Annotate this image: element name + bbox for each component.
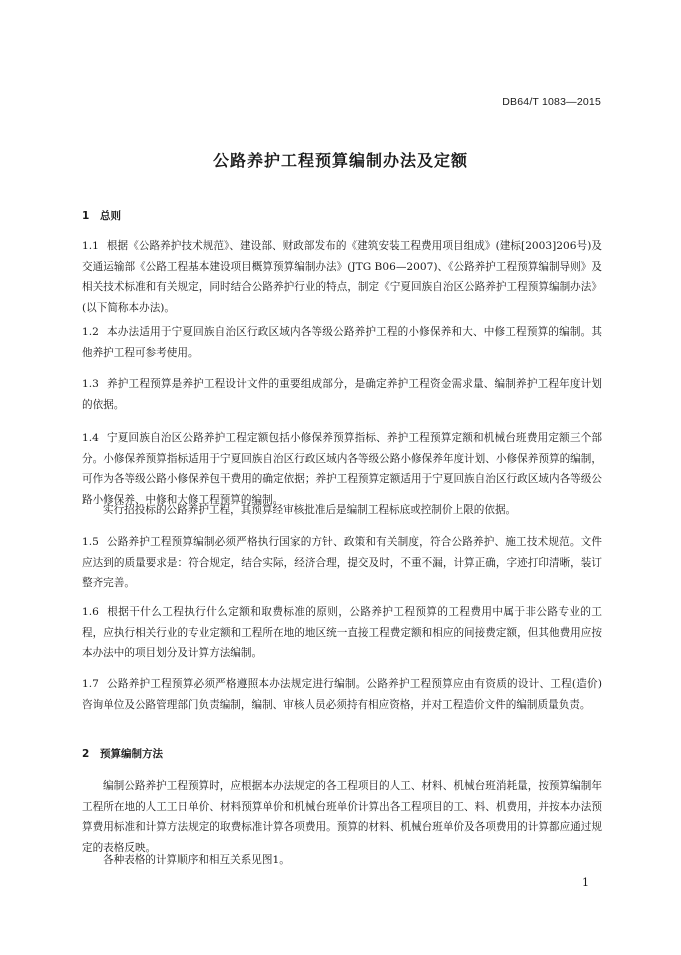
clause-number: 1.2 [82, 326, 99, 338]
clause-1-7 [82, 674, 602, 715]
clause-text: 实行招投标的公路养护工程，其预算经审核批准后是编制工程标底或控制价上限的依据。 [103, 504, 517, 516]
paragraph-text: 编制公路养护工程预算时，应根据本办法规定的各工程项目的人工、材料、机械台班消耗量，按预算编制年工程所在地的人工工日单价、材料预算单价和机械台班单价计算出各工程项目的工、料、机费用，并按本办法预算费用标准和计算方法规定的取费标准计算各项费用。预算的材料、机械台班单价及各项费用的计算都应通过规定的表格反映。 [82, 780, 602, 854]
clause-text: 宁夏回族自治区公路养护工程定额包括小修保养预算指标、养护工程预算定额和机械台班费用定额三个部分。小修保养预算指标适用于宁夏回族自治区行政区域内各等级公路小修保养年度计划、小修保养预算的编制，可作为各等级公路小修保养包干费用的确定依据；养护工程预算定额适用于宁夏回族自治区行政区域内各等级公路小修保养、中修和大修工程预算的编制。 [82, 432, 602, 506]
clause-text: 根据《公路养护技术规范》、建设部、财政部发布的《建筑安装工程费用项目组成》(建标[2003]206号)及交通运输部《公路工程基本建设项目概算预算编制办法》(JTG B06—2007)、《公路养护工程预算编制导则》及相关技术标准和有关规定，同时结合公路养护行业的特点，制定《宁夏回族自治区公路养护工程预算编制办法》(以下简称本办法)。 [82, 240, 602, 314]
clause-number: 1.3 [82, 378, 99, 390]
clause-text: 根据干什么工程执行什么定额和取费标准的原则，公路养护工程预算的工程费用中属于非公路专业的工程，应执行相关行业的专业定额和工程所在地的地区统一直接工程费定额和相应的间接费定额，但其他费用应按本办法中的项目划分及计算方法编制。 [82, 606, 602, 659]
section-2-heading [82, 746, 163, 761]
clause-1-4 [82, 428, 602, 510]
clause-number: 1.7 [82, 678, 99, 690]
clause-text: 养护工程预算是养护工程设计文件的重要组成部分，是确定养护工程资金需求量、编制养护工程年度计划的依据。 [82, 378, 602, 411]
clause-text: 公路养护工程预算必须严格遵照本办法规定进行编制。公路养护工程预算应由有资质的设计、工程(造价)咨询单位及公路管理部门负责编制，编制、审核人员必须持有相应资格，并对工程造价文件的编制质量负责。 [82, 678, 602, 711]
section-1-heading [82, 208, 121, 223]
section-title: 总则 [100, 210, 121, 222]
section-2-paragraph [82, 850, 602, 871]
clause-1-1 [82, 236, 602, 318]
document-title: 公路养护工程预算编制办法及定额 [212, 151, 468, 170]
clause-1-2 [82, 322, 602, 363]
clause-number: 1.1 [82, 240, 99, 252]
clause-1-6 [82, 602, 602, 664]
clause-1-4-continuation [82, 500, 602, 521]
clause-number: 1.6 [82, 606, 99, 618]
clause-text: 本办法适用于宁夏回族自治区行政区域内各等级公路养护工程的小修保养和大、中修工程预算的编制。其他养护工程可参考使用。 [82, 326, 602, 359]
clause-text: 公路养护工程预算编制必须严格执行国家的方针、政策和有关制度，符合公路养护、施工技术规范。文件应达到的质量要求是：符合规定，结合实际，经济合理，提交及时，不重不漏，计算正确，字迹打印清晰，装订整齐完善。 [82, 536, 602, 589]
clause-1-3 [82, 374, 602, 415]
clause-number: 1.4 [82, 432, 99, 444]
clause-number: 1.5 [82, 536, 99, 548]
paragraph-text: 各种表格的计算顺序和相互关系见图1。 [103, 854, 290, 866]
page-number: 1 [582, 876, 589, 889]
section-number: 2 [82, 748, 90, 760]
standard-code: DB64/T 1083—2015 [502, 96, 601, 108]
clause-1-5 [82, 532, 602, 594]
section-number: 1 [82, 210, 90, 222]
section-title: 预算编制方法 [100, 748, 163, 760]
section-2-paragraph [82, 776, 602, 858]
